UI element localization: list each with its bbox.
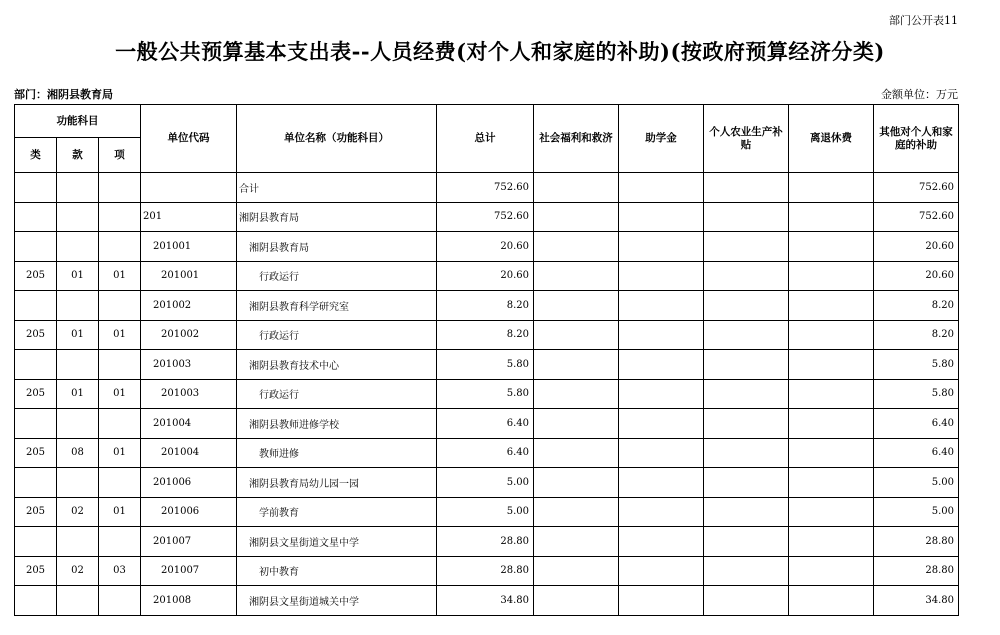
cell-other-subsidy: 6.40 [874,438,959,468]
table-row [15,468,959,498]
table-row [15,527,959,557]
cell-total: 28.80 [437,527,534,557]
cell-total: 34.80 [437,586,534,616]
cell-other-subsidy: 752.60 [874,202,959,232]
table-row [15,232,959,262]
cell-agri-subsidy [704,438,789,468]
cell-agri-subsidy [704,320,789,350]
cell-kuan: 02 [57,556,99,586]
cell-unit-code: 201007 [141,556,237,586]
header-function-group: 功能科目 [15,105,141,138]
cell-social-welfare [534,320,619,350]
amount-unit-label: 金额单位：万元 [881,88,958,101]
table-row [15,173,959,203]
cell-retirement [789,438,874,468]
cell-unit-code: 201004 [141,409,237,439]
cell-scholarship [619,527,704,557]
cell-social-welfare [534,202,619,232]
cell-unit-name: 学前教育 [237,497,437,527]
cell-other-subsidy: 28.80 [874,527,959,557]
cell-unit-code: 201002 [141,320,237,350]
cell-unit-code: 201001 [141,261,237,291]
header-scholarship: 助学金 [619,105,704,173]
cell-kuan [57,173,99,203]
cell-unit-code: 201008 [141,586,237,616]
cell-kuan [57,409,99,439]
cell-xiang [99,291,141,321]
cell-xiang [99,202,141,232]
cell-total: 20.60 [437,261,534,291]
table-row [15,291,959,321]
cell-lei [15,586,57,616]
cell-agri-subsidy [704,409,789,439]
header-kuan: 款 [57,138,99,173]
cell-unit-name: 行政运行 [237,379,437,409]
header-xiang: 项 [99,138,141,173]
cell-total: 6.40 [437,438,534,468]
cell-retirement [789,497,874,527]
cell-agri-subsidy [704,350,789,380]
cell-other-subsidy: 20.60 [874,261,959,291]
cell-unit-name: 合计 [237,173,437,203]
cell-xiang [99,527,141,557]
cell-agri-subsidy [704,527,789,557]
cell-kuan [57,291,99,321]
cell-kuan [57,586,99,616]
table-row [15,320,959,350]
cell-unit-name: 初中教育 [237,556,437,586]
cell-total: 6.40 [437,409,534,439]
cell-other-subsidy: 5.00 [874,468,959,498]
cell-social-welfare [534,438,619,468]
cell-lei [15,291,57,321]
cell-social-welfare [534,291,619,321]
cell-kuan: 01 [57,261,99,291]
cell-unit-code [141,173,237,203]
cell-agri-subsidy [704,556,789,586]
cell-total: 5.00 [437,497,534,527]
table-row [15,586,959,616]
cell-unit-code: 201002 [141,291,237,321]
cell-scholarship [619,438,704,468]
cell-xiang [99,173,141,203]
cell-retirement [789,261,874,291]
cell-other-subsidy: 5.80 [874,350,959,380]
cell-other-subsidy: 34.80 [874,586,959,616]
cell-other-subsidy: 20.60 [874,232,959,262]
cell-xiang [99,409,141,439]
cell-scholarship [619,497,704,527]
cell-retirement [789,409,874,439]
table-row [15,438,959,468]
cell-agri-subsidy [704,497,789,527]
cell-xiang [99,586,141,616]
cell-retirement [789,202,874,232]
cell-unit-name: 行政运行 [237,261,437,291]
cell-other-subsidy: 6.40 [874,409,959,439]
cell-agri-subsidy [704,379,789,409]
cell-unit-name: 湘阴县教师进修学校 [237,409,437,439]
cell-xiang: 01 [99,261,141,291]
cell-xiang: 01 [99,438,141,468]
cell-scholarship [619,232,704,262]
cell-retirement [789,232,874,262]
cell-lei: 205 [15,497,57,527]
header-social-welfare: 社会福利和救济 [534,105,619,173]
cell-unit-name: 湘阴县教育局 [237,232,437,262]
cell-retirement [789,379,874,409]
cell-agri-subsidy [704,173,789,203]
cell-lei [15,350,57,380]
cell-unit-name: 湘阴县教育科学研究室 [237,291,437,321]
cell-lei: 205 [15,556,57,586]
cell-scholarship [619,556,704,586]
cell-other-subsidy: 5.80 [874,379,959,409]
table-number: 部门公开表11 [889,14,958,27]
cell-scholarship [619,320,704,350]
header-unit-code: 单位代码 [141,105,237,173]
cell-lei [15,527,57,557]
cell-agri-subsidy [704,586,789,616]
cell-other-subsidy: 28.80 [874,556,959,586]
header-retirement: 离退休费 [789,105,874,173]
cell-other-subsidy: 8.20 [874,291,959,321]
cell-kuan [57,350,99,380]
cell-total: 752.60 [437,202,534,232]
cell-total: 28.80 [437,556,534,586]
cell-lei [15,409,57,439]
cell-total: 5.80 [437,379,534,409]
cell-xiang: 01 [99,320,141,350]
cell-lei [15,173,57,203]
cell-social-welfare [534,409,619,439]
table-row [15,409,959,439]
cell-lei [15,232,57,262]
cell-scholarship [619,586,704,616]
cell-social-welfare [534,261,619,291]
cell-kuan [57,232,99,262]
cell-lei [15,202,57,232]
cell-kuan [57,527,99,557]
page-title: 一般公共预算基本支出表--人员经费(对个人和家庭的补助)(按政府预算经济分类) [115,39,885,64]
cell-agri-subsidy [704,202,789,232]
cell-xiang: 03 [99,556,141,586]
cell-xiang: 01 [99,379,141,409]
cell-unit-name: 教师进修 [237,438,437,468]
cell-scholarship [619,379,704,409]
cell-retirement [789,468,874,498]
cell-unit-code: 201001 [141,232,237,262]
cell-agri-subsidy [704,291,789,321]
cell-retirement [789,173,874,203]
cell-social-welfare [534,527,619,557]
cell-unit-name: 湘阴县教育技术中心 [237,350,437,380]
cell-unit-name: 湘阴县教育局幼儿园一园 [237,468,437,498]
cell-agri-subsidy [704,468,789,498]
cell-social-welfare [534,232,619,262]
cell-agri-subsidy [704,232,789,262]
cell-kuan [57,202,99,232]
cell-social-welfare [534,350,619,380]
cell-scholarship [619,202,704,232]
cell-total: 5.80 [437,350,534,380]
cell-kuan: 02 [57,497,99,527]
cell-unit-code: 201006 [141,468,237,498]
cell-unit-code: 201 [141,202,237,232]
cell-xiang [99,468,141,498]
cell-other-subsidy: 752.60 [874,173,959,203]
cell-agri-subsidy [704,261,789,291]
cell-unit-code: 201003 [141,350,237,380]
table-row [15,556,959,586]
cell-social-welfare [534,586,619,616]
cell-other-subsidy: 5.00 [874,497,959,527]
cell-retirement [789,320,874,350]
cell-lei [15,468,57,498]
cell-unit-code: 201004 [141,438,237,468]
header-lei: 类 [15,138,57,173]
cell-xiang [99,350,141,380]
cell-social-welfare [534,556,619,586]
cell-kuan: 08 [57,438,99,468]
cell-unit-name: 湘阴县教育局 [237,202,437,232]
expenditure-table [14,104,959,616]
cell-scholarship [619,350,704,380]
cell-lei: 205 [15,261,57,291]
table-row [15,202,959,232]
cell-retirement [789,291,874,321]
cell-total: 8.20 [437,291,534,321]
table-row [15,497,959,527]
cell-total: 752.60 [437,173,534,203]
cell-scholarship [619,291,704,321]
cell-unit-name: 湘阴县文星街道城关中学 [237,586,437,616]
cell-scholarship [619,173,704,203]
cell-total: 20.60 [437,232,534,262]
cell-unit-code: 201007 [141,527,237,557]
cell-xiang: 01 [99,497,141,527]
cell-unit-name: 行政运行 [237,320,437,350]
cell-lei: 205 [15,438,57,468]
cell-retirement [789,556,874,586]
header-other-subsidy: 其他对个人和家庭的补助 [874,105,959,173]
department-label: 部门：湘阴县教育局 [14,88,113,101]
cell-unit-name: 湘阴县文星街道文星中学 [237,527,437,557]
table-row [15,379,959,409]
cell-social-welfare [534,497,619,527]
header-total: 总计 [437,105,534,173]
cell-social-welfare [534,379,619,409]
cell-kuan: 01 [57,379,99,409]
cell-social-welfare [534,173,619,203]
cell-total: 8.20 [437,320,534,350]
cell-retirement [789,350,874,380]
cell-total: 5.00 [437,468,534,498]
cell-scholarship [619,261,704,291]
cell-unit-code: 201003 [141,379,237,409]
cell-kuan [57,468,99,498]
table-row [15,350,959,380]
cell-other-subsidy: 8.20 [874,320,959,350]
cell-retirement [789,586,874,616]
cell-xiang [99,232,141,262]
cell-kuan: 01 [57,320,99,350]
cell-unit-code: 201006 [141,497,237,527]
table-row [15,261,959,291]
cell-social-welfare [534,468,619,498]
cell-lei: 205 [15,320,57,350]
cell-scholarship [619,409,704,439]
cell-lei: 205 [15,379,57,409]
header-agri-subsidy: 个人农业生产补贴 [704,105,789,173]
cell-scholarship [619,468,704,498]
cell-retirement [789,527,874,557]
header-unit-name: 单位名称（功能科目） [237,105,437,173]
